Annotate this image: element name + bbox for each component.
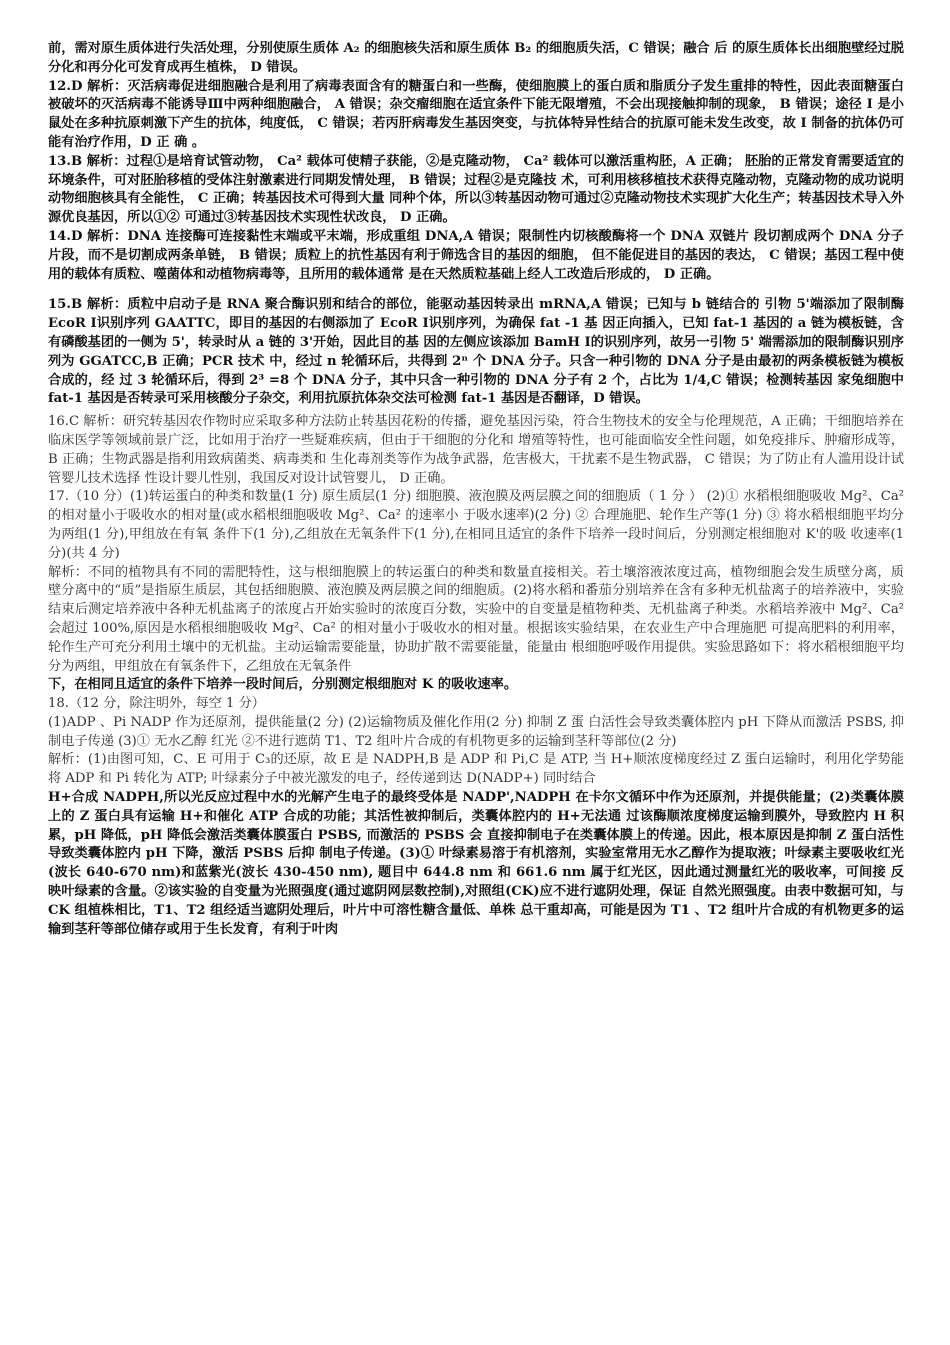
answer-15: 15.B 解析：质粒中启动子是 RNA 聚合酶识别和结合的部位，能驱动基因转录出 mRNA,A 错误；已知与 b 链结合的 引物 5'端添加了限制酶 EcoR Ⅰ识别序列 GAATTC，即目的基因的右侧添加了 EcoR Ⅰ识别序列，为确保 fat -1 基 因正向插入，已知 fat-1 基因的 a 链为模板链，含有磷酸基团的一侧为 5'，转录时从 a 链的 3'开始，因此目的基 因的左侧应该添加 BamH Ⅰ的识别序列，故另一引物 5' 端需添加的限制酶识别序列为 GGATCC,B 正确；PCR 技术 中，经过 n 轮循环后，共得到 2ⁿ 个 DNA 分子。只含一种引物的 DNA 分子是由最初的两条模板链为模板合成的，经 过 3 轮循环后，得到 2³ =8 个 DNA 分子，其中只含一种引物的 DNA 分子有 2 个，占比为 1/4,C 错误；检测转基因 家兔细胞中 fat-1 基因是否转录可采用核酸分子杂交，利用抗原抗体杂交法可检测 fat-1 基因是否翻译，D 错误。 xyxy=(48,297,904,407)
text-paragraph-continuation: 前，需对原生质体进行失活处理，分别使原生质体 A₂ 的细胞核失活和原生质体 B₂ 的细胞质失活，C 错误；融合 后 的原生质体长出细胞壁经过脱分化和再分化可发育成再生植株， D 错误。 xyxy=(48,41,904,75)
answer-17: 17.（10 分）(1)转运蛋白的种类和数量(1 分) 原生质层(1 分) 细胞膜、液泡膜及两层膜之间的细胞质（ 1 分 ） (2)① 水稻根细胞吸收 Mg²、Ca² 的相对量小于吸收水的相对量(或水稻根细胞吸收 Mg²、Ca² 的速率小 于吸水速率)(2 分) ② 合理施肥、轮作生产等(1 分) ③ 将水稻根细胞平均分为两组(1 分),甲组放在有氧 条件下(1 分),乙组放在无氧条件下(1 分),在相同且适宜的条件下培养一段时间后，分别测定根细胞对 K'的吸 收速率(1 分)(共 4 分) xyxy=(48,489,904,561)
answer-13: 13.B 解析：过程①是培育试管动物， Ca² 载体可使精子获能，②是克隆动物， Ca² 载体可以激活重构胚，A 正确； 胚胎的正常发育需要适宜的环境条件，可对胚胎移植的受体注射激素进行同期发情处理， B 错误；过程②是克隆技 术，可利用核移植技术获得克隆动物，克隆动物的成功说明动物细胞核具有全能性， C 正确；转基因技术可得到大量 同种个体，所以③转基因动物可通过②克隆动物技术实现扩大化生产；转基因技术导入外源优良基因，所以①② 可通过③转基因技术实现性状改良， D 正确。 xyxy=(48,153,904,226)
answer-12: 12.D 解析：灭活病毒促进细胞融合是利用了病毒表面含有的糖蛋白和一些酶，使细胞膜上的蛋白质和脂质分子发生重排的特性，因此表面糖蛋白被破坏的灭活病毒不能诱导Ⅲ中两种细胞融合， A 错误；杂交瘤细胞在适宜条件下能无限增殖，不会出现接触抑制的现象， B 错误；途径 I 是小鼠处在多种抗原刺激下产生的抗体，纯度低， C 错误；若丙肝病毒发生基因突变，与抗体特异性结合的抗原可能未发生改变，故 I 制备的抗体仍可能有治疗作用，D 正 确 。 xyxy=(48,78,904,150)
answer-18-heading: 18.（12 分，除注明外，每空 1 分） xyxy=(48,696,265,712)
answer-16: 16.C 解析：研究转基因农作物时应采取多种方法防止转基因花粉的传播，避免基因污染，符合生物技术的安全与伦理规范，A 正确；干细胞培养在临床医学等领域前景广泛，比如用于治疗一些疑难疾病，但由于干细胞的分化和 增殖等特性，也可能面临安全性问题，如免疫排斥、肿瘤形成等， B 正确；生物武器是指利用致病菌类、病毒类和 生化毒剂类等作为战争武器，危害极大，干扰素不是生物武器， C 错误；为了防止有人滥用设计试管婴儿技术选择 性设计婴儿性别，我国反对设计试管婴儿， D 正确。 xyxy=(48,414,904,486)
answer-17-explanation: 解析：不同的植物具有不同的需肥特性，这与根细胞膜上的转运蛋白的种类和数量直接相关。若土壤溶液浓度过高，植物细胞会发生质壁分离，质壁分离中的“质”是指原生质层，其包括细胞膜、液泡膜及两层膜之间的细胞质。(2)将水稻和番茄分别培养在含有多种无机盐离子的培养液中，实验结束后测定培养液中各种无机盐离子的浓度占开始实验时的浓度百分数，实验中的自变量是植物种类、无机盐离子种类。水稻培养液中 Mg²、Ca² 会超过 100%,原因是水稻根细胞吸收 Mg²、Ca² 的相对量小于吸收水的相对量。根据该实验结果，在农业生产中合理施肥 可提高肥料的利用率，轮作生产可充分利用土壤中的无机盐。主动运输需要能量，协助扩散不需要能量，能量由 根细胞呼吸作用提供。实验思路如下：将水稻根细胞平均分为两组，甲组放在有氧条件下，乙组放在无氧条件 xyxy=(48,564,904,674)
answer-18-explanation-cont: H+合成 NADPH,所以光反应过程中水的光解产生电子的最终受体是 NADP',NADPH 在卡尔文循环中作为还原剂，并提供能量；(2)类囊体膜上的 Z 蛋白具有运输 H+和催化 ATP 合成的功能；其活性被抑制后，类囊体腔内的 H+无法通 过该酶顺浓度梯度运输到膜外，导致腔内 H 积累，pH 降低，pH 降低会激活类囊体膜蛋白 PSBS, 而激活的 PSBS 会 直接抑制电子在类囊体膜上的传递。因此，根本原因是抑制 Z 蛋白活性导致类囊体腔内 pH 下降，激活 PSBS 后抑 制电子传递。(3)① 叶绿素易溶于有机溶剂，实验室常用无水乙醇作为提取液；叶绿素主要吸收红光(波长 640-670 nm)和蓝紫光(波长 430-450 nm), 题目中 644.8 nm 和 661.6 nm 属于红光区，因此通过测量红光的吸收率，可间接 反映叶绿素的含量。②该实验的自变量为光照强度(通过遮阴网层数控制),对照组(CK)应不进行遮阴处理，保证 自然光照强度。由表中数据可知，与 CK 组植株相比，T1、T2 组经适当遮阴处理后，叶片中可溶性糖含量低、单株 总干重却高，可能是因为 T1 、T2 组叶片合成的有机物更多的运输到茎秆等部位储存或用于生长发育，有利于叶肉 xyxy=(48,790,904,937)
spacer xyxy=(48,284,904,296)
answer-14: 14.D 解析：DNA 连接酶可连接黏性末端或平末端，形成重组 DNA,A 错误；限制性内切核酸酶将一个 DNA 双链片 段切割成两个 DNA 分子片段，而不是切割成两条单链， B 错误；质粒上的抗性基因有利于筛选含目的基因的细胞， 但不能促进目的基因的表达， C 错误；基因工程中使用的载体有质粒、噬菌体和动植物病毒等，且所用的载体通常 是在天然质粒基础上经人工改造后形成的， D 正确。 xyxy=(48,228,904,282)
answer-18: (1)ADP 、Pi NADP 作为还原剂，提供能量(2 分) (2)运输物质及催化作用(2 分) 抑制 Z 蛋 白活性会导致类囊体腔内 pH 下降从而激活 PSBS, 抑制电子传递 (3)① 无水乙醇 红光 ②不进行遮荫 T1、T2 组叶片合成的有机物更多的运输到茎秆等部位(2 分) xyxy=(48,714,904,749)
answer-key-page xyxy=(48,40,904,939)
answer-17-explanation-end: 下，在相同且适宜的条件下培养一段时间后，分别测定根细胞对 K 的吸收速率。 xyxy=(48,677,518,693)
answer-18-explanation: 解析：(1)由图可知，C、E 可用于 C₃的还原，故 E 是 NADPH,B 是 ADP 和 Pi,C 是 ATP, 当 H+顺浓度梯度经过 Z 蛋白运输时，利用化学势能将 ADP 和 Pi 转化为 ATP; 叶绿素分子中被光激发的电子，经传递到达 D(NADP+) 同时结合 xyxy=(48,752,904,787)
